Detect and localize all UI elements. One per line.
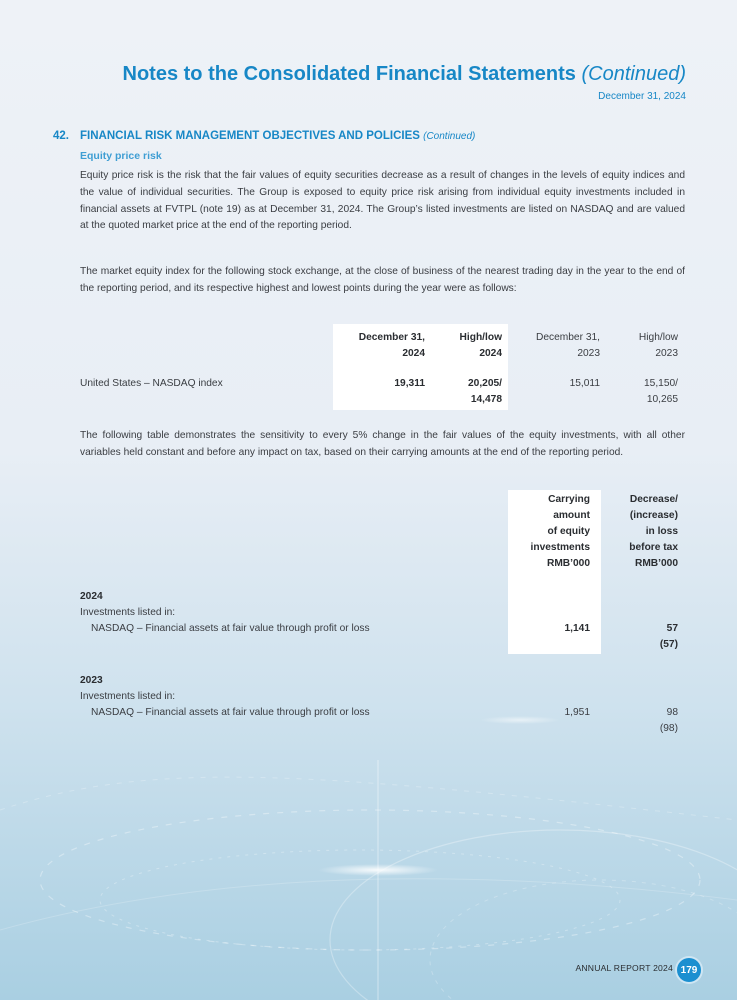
sensitivity-item-2024: NASDAQ – Financial assets at fair value through profit or loss <box>91 623 370 634</box>
index-value-dec-2023: 15,011 <box>569 378 600 389</box>
index-header-dec-2023: December 31, 2023 <box>536 332 600 359</box>
section-title-text: FINANCIAL RISK MANAGEMENT OBJECTIVES AND POLICIES <box>80 130 420 142</box>
page-header-title <box>123 63 686 86</box>
index-value-highlow-2023: 15,150/ 10,265 <box>644 378 678 405</box>
sensitivity-header-change-in-loss: Decrease/ (increase) in loss before tax RMB’000 <box>629 494 678 569</box>
sensitivity-year-2024: 2024 <box>80 591 103 602</box>
paragraph-market-index: The market equity index for the following stock exchange, at the close of business of the nearest trading day in the year to the end of the reporting period, and its respective highest and lowest points during the year were as follows: <box>80 266 685 294</box>
sensitivity-subheading-2023: Investments listed in: <box>80 691 176 702</box>
sensitivity-carrying-2024: 1,141 <box>564 623 590 634</box>
sensitivity-carrying-2023: 1,951 <box>564 707 590 718</box>
section-number: 42. <box>53 130 69 142</box>
paragraph-sensitivity: The following table demonstrates the sensitivity to every 5% change in the fair values of the equity investments, with all other variables held constant and before any impact on tax, based on their carrying amounts at the end of the reporting period. <box>80 430 685 458</box>
index-value-dec-2024: 19,311 <box>394 378 425 389</box>
index-header-highlow-2024: High/low 2024 <box>459 332 502 359</box>
header-title-suffix: (Continued) <box>581 63 686 85</box>
sensitivity-header-carrying-amount: Carrying amount of equity investments RMB’000 <box>530 494 590 569</box>
header-title-text: Notes to the Consolidated Financial Statements <box>122 63 576 85</box>
sensitivity-subheading-2024: Investments listed in: <box>80 607 176 618</box>
section-title-suffix: (Continued) <box>423 131 476 142</box>
sensitivity-item-2023: NASDAQ – Financial assets at fair value through profit or loss <box>91 707 370 718</box>
sensitivity-change-2023: 98 (98) <box>659 707 678 734</box>
footer-report-title: ANNUAL REPORT 2024 <box>575 963 673 973</box>
subheading-equity-price-risk: Equity price risk <box>80 150 162 162</box>
paragraph-equity-price-risk: Equity price risk is the risk that the fair values of equity securities decrease as a result of changes in the levels of equity indices and the value of individual securities. The Group is exposed to equity price risk arising from individual equity investments included in financial assets at FVTPL (note 19) as at December 31, 2024. The Group’s listed investments are listed on NASDAQ and are valued at the quoted market price at the end of the reporting period. <box>80 170 685 232</box>
index-row-label: United States – NASDAQ index <box>80 378 223 389</box>
sensitivity-year-2023: 2023 <box>80 675 103 686</box>
page-header-date: December 31, 2024 <box>598 91 686 102</box>
page-number-badge: 179 <box>677 958 701 982</box>
index-header-dec-2024: December 31, 2024 <box>358 332 425 359</box>
sensitivity-change-2024: 57 (57) <box>659 623 678 650</box>
index-value-highlow-2024: 20,205/ 14,478 <box>468 378 502 405</box>
index-header-highlow-2023: High/low 2023 <box>638 332 678 359</box>
section-title <box>80 130 475 142</box>
